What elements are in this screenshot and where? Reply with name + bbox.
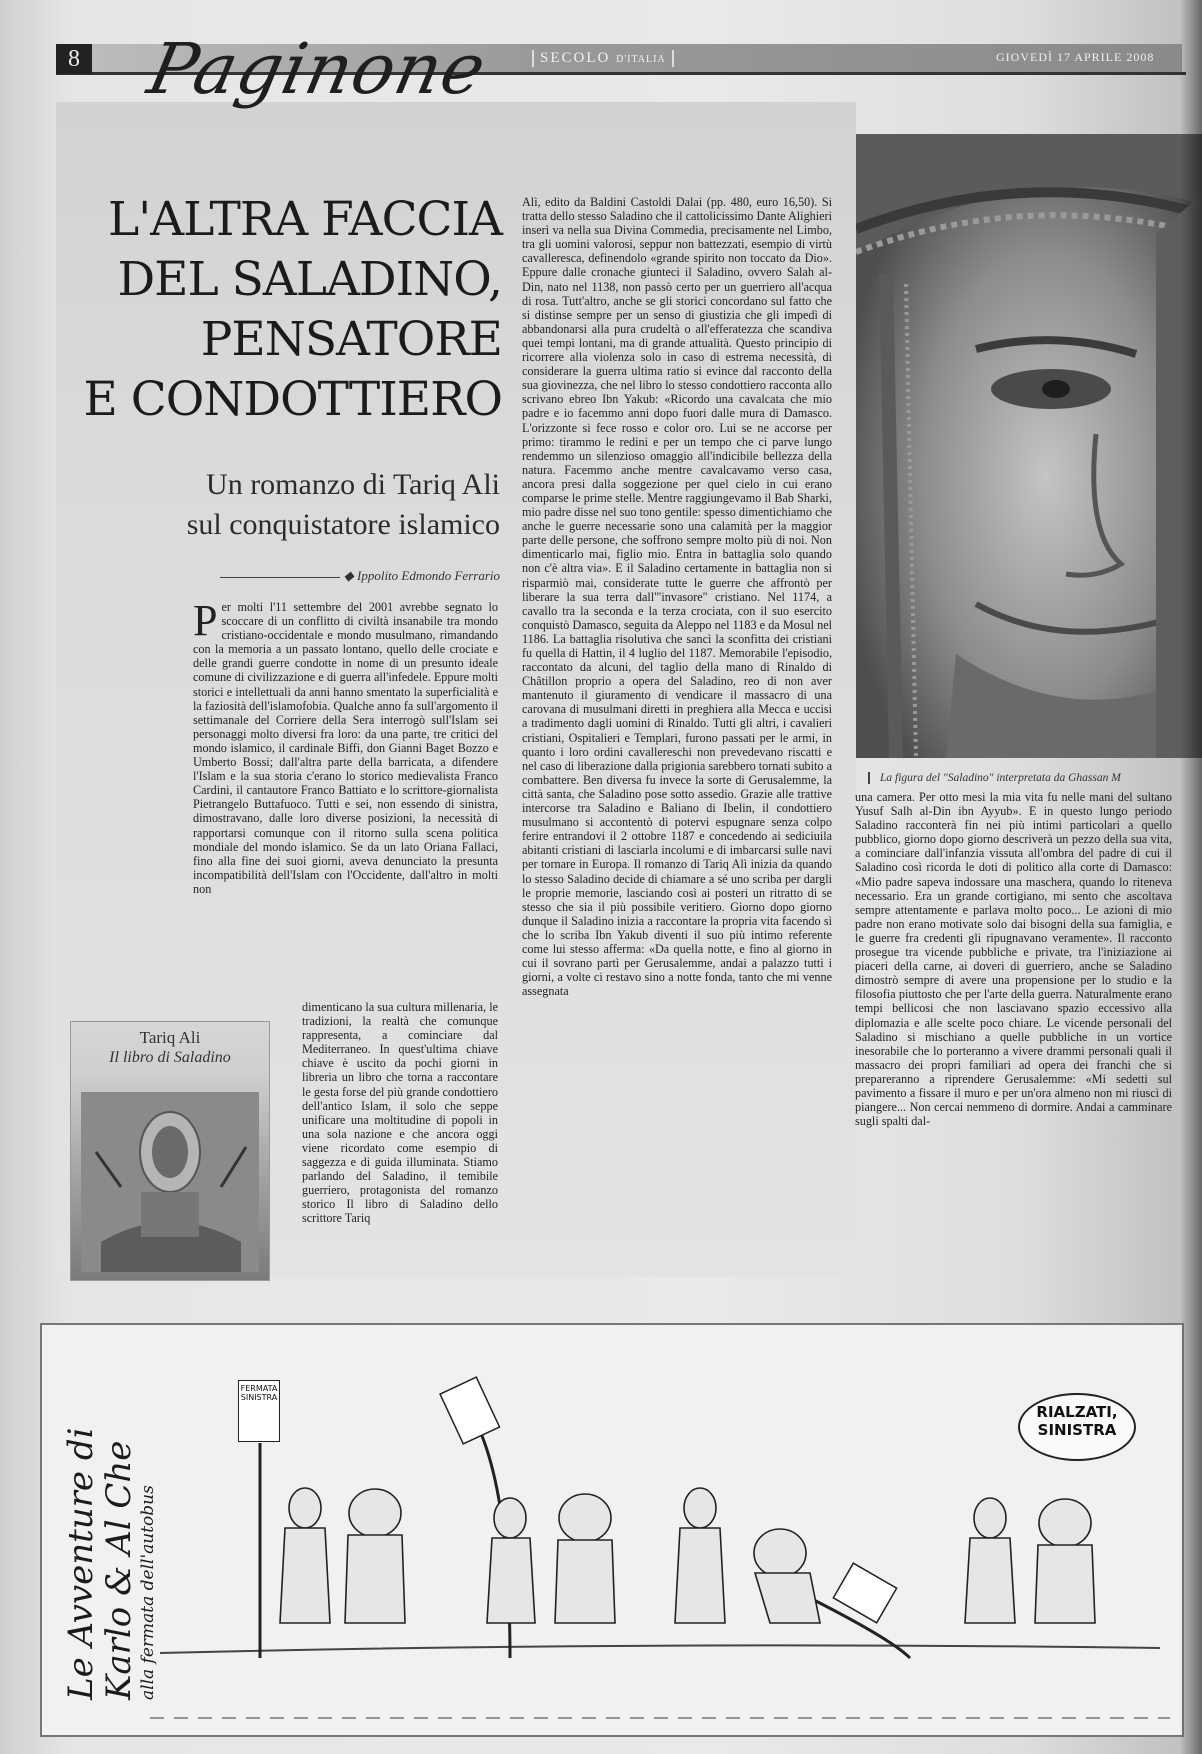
speech-line: SINISTRA — [1037, 1421, 1117, 1439]
bus-stop-sign: FERMATA SINISTRA — [238, 1380, 280, 1442]
newspaper-name-small: D'ITALIA — [616, 54, 666, 65]
column-text: una camera. Per otto mesi la mia vita fu nelle mani del sultano Yusuf Salh al-Din ibn Ayyub». E in questo lungo periodo Saladino racconterà fin nei più intimi particolari a quello pubblico, giorno dopo giorno descriverà un pezzo della sua vita, a cominciare dall'infanzia vissuta all'ombra del padre di cui il Saladino così ricorda le doti di politico alla corte di Damasco: «Mio padre sapeva indossare una maschera, quando lo riteneva necessario. Era un grande cortigiano, mi sento che ascoltava sempre attentamente e parlava molto poco... Le azioni di mio padre non erano motivate solo dai bisogni della sua famiglia, e le guerre fra credenti gli ripugnavano veramente». Il racconto prosegue tra vicende pubbliche e private, tra l'iniziazione ai piaceri della carne, ai doveri di guerriero, anche se Saladino dimostrò sempre di avere una propensione per lo studio e la filosofia piuttosto che per l'arte della guerra. Naturalmente erano tempi bellicosi che non lasciavano spazio eccessivo alla diplomazia e alle scelte poco chiare. Le vicende personali del Saladino si mischiano a quelle pubbliche in un vortice inesorabile che lo porteranno a vivere drammi personali quali il massacro dei propri familiari ad opera dei franchi che si prepareranno a riprendere Gerusalemme: «Mi sedetti sul pavimento a fissare il muro e per un'ora almeno non mi riuscì di piangere... Non cercai nemmeno di dormire. Andai a camminare sugli spalti dal- — [855, 790, 1172, 1129]
column-text: Alì, edito da Baldini Castoldi Dalai (pp. 480, euro 16,50). Si tratta dello stesso Saladino che il cattolicissimo Dante Alighieri inserì va nella sua Divina Commedia, precisamente nel Limbo, tra gli uomini valorosi, seppur non battezzati, esempio di virtù cavalleresca, definendolo «grande spirito non toccato da Dio». Eppure dalle cronache giunteci il Saladino, ovvero Salah al-Din, nato nel 1138, non passò certo per un guerriero all'acqua di rosa. Tutt'altro, anche se gli storici concordano sul fatto che si distinse sempre per un senso di giustizia che gli impedì di abbandonarsi alla pura crudeltà o all'efferatezza che scandiva quei tempi lontani, ma di grande attualità. Questo principio di ricorrere alla violenza solo in caso di estrema necessità, di considerare la guerra ultima ratio si evince dal racconto della sua giovinezza, che nel libro lo stesso condottiero racconta allo scrivano ebreo Ibn Yakub: «Ricordo una cavalcata che mio padre e io facemmo anni dopo fuori dalle mura di Damasco. L'orizzonte si fece rosso e color oro. Lui se ne accorse per primo: tirammo le redini e per un tempo che ci parve lungo rendemmo un silenzioso omaggio all'indicibile bellezza della natura. Facemmo anche mentre cavalcavamo verso casa, ancora presi dalla soggezione per quel cielo in cui erano comparse le prime stelle. Mentre raggiungevamo il Bab Sharki, mio padre disse nel suo tono gentile: spesso dimentichiamo che anche le guerre necessarie sono una calamità per la maggior parte delle persone, che soffrono sempre molto più di noi. Non dimenticarlo mai, figlio mio. Entra in battaglia solo quando non c'è altra via». E il Saladino certamente in battaglia non si risparmiò mai, considerate tutte le guerre che affrontò per liberare la sua terra dall'"invasore" cristiano. Nel 1174, a cavallo tra la seconda e la terza crociata, con il suo esercito conquistò Damasco, seguita da Aleppo nel 1183 e da Mosul nel 1186. La battaglia risolutiva che sancì la sconfitta dei cristiani fu quella di Hattin, il 4 luglio del 1187. Memorabile l'episodio, raccontato da alcuni, del taglio della mano di Rinaldo di Châtillon proprio a opera del Saladino, reo di non aver mantenuto il giuramento di vendicare il massacro di una carovana di musulmani diretti in preghiera alla Mecca e uccisi a tradimento dagli uomini di Rinaldo. Tutti gli altri, i cavalieri cristiani, Ospitalieri e Templari, furono passati per le armi, in quanto i loro ordini cavallereschi non prevedevano riscatti e nel caso di liberazione dalla prigionia sarebbero tornati subito a combattere. Ben diversa fu invece la sorte di Gerusalemme, la città santa, che Saladino pose sotto assedio. Grazie alle trattive intercorse tra Saladino e Baliano di Ibelin, il condottiero musulmano si accontentò di potervi espugnare senza colpo ferire entrandovi il 2 ottobre 1187 e concedendo ai sediciuila abitanti cristiani di lasciarla incolumi e di imbarcarsi sulle navi per tornare in Europa. Il romanzo di Tariq Alì inizia da quando lo stesso Saladino decide di chiamare a sé uno scriba per dargli le proprie memorie, lasciando così ai posteri un ritratto di se stesso che sia il più possibile veritiero. Giorno dopo giorno dunque il Saladino inizia a raccontare la propria vita facendo sì che lo scriba Ibn Yakub diventi il suo più intimo referente come lui stesso afferma: «Da quella notte, e fino al giorno in cui il sovrano partì per Gerusalemme, andai a palazzo tutti i giorni, a volte ci restavo sino a notte fonda, tanto che mi venne assegnata — [522, 195, 832, 999]
byline-rule — [220, 577, 340, 578]
cartoon-title-line: Le Avventure di — [61, 1427, 101, 1700]
speech-line: RIALZATI, — [1036, 1403, 1118, 1421]
article-column-1b — [302, 1000, 498, 1226]
headline-line: E CONDOTTIERO — [83, 372, 502, 427]
book-cover-illustration — [81, 1092, 259, 1272]
column-text: dimenticano la sua cultura millenaria, le tradizioni, la realtà che comunque rappresenta, a cominciare dal Mediterraneo. In quest'ultima chiave chiave è uscito da pochi giorni in libreria un libro che torna a raccontare le gesta forse del più grande condottiero dell'antico Islam, il solo che seppe unificare una moltitudine di popoli in una sola nazione e che ancora oggi viene ricordato come esempio di saggezza e di guida illuminata. Stiamo parlando del Saladino, il temibile guerriero, protagonista del romanzo storico Il libro di Saladino dello scrittore Tariq — [302, 1000, 498, 1226]
drop-cap: P — [193, 596, 218, 645]
speech-bubble — [1018, 1393, 1136, 1461]
article-column-3 — [855, 790, 1172, 1128]
page-number: 8 — [56, 44, 92, 74]
newspaper-name-main: SECOLO — [540, 50, 611, 66]
section-title: Paginone — [141, 28, 494, 110]
byline-author: Ippolito Edmondo Ferrario — [357, 568, 500, 583]
headline-line: DEL SALADINO, — [117, 252, 502, 307]
cartoon-figures — [280, 1488, 1095, 1623]
cartoon-subtitle: alla fermata dell'autobus — [138, 1485, 158, 1700]
article-column-1a — [193, 596, 498, 896]
subheadline — [100, 465, 500, 545]
book-author: Tariq Ali — [139, 1028, 201, 1047]
headline-line: PENSATORE — [200, 312, 502, 367]
saladino-photo — [856, 134, 1202, 758]
cartoon-title — [62, 1428, 158, 1701]
article-column-2 — [522, 195, 832, 998]
page-edge-shadow — [1180, 0, 1202, 1754]
cartoon-title-line: Karlo & Al Che — [99, 1440, 139, 1700]
newspaper-name — [532, 50, 674, 67]
book-title: Il libro di Saladino — [109, 1049, 231, 1066]
headline-line: L'ALTRA FACCIA — [108, 192, 502, 247]
column-text: er molti l'11 settembre del 2001 avrebbe segnato lo scoccare di un conflitto di civiltà insanabile tra mondo cristiano-occidentale e mondo musulmano, rimandando con la memoria a un passato lontano, quello delle crociate e delle grandi guerre condotte in nome di un presunto ideale comune di civilizzazione e di guerra all'infedele. Eppure molti storici e intellettuali da anni hanno smentato la superficialità e la faziosità dell'islamofobia. Qualche anno fa sull'argomento il settimanale del Corriere della Sera interrogò sull'Islam sei personaggi molto diversi fra loro: da una parte, tre critici del mondo islamico, il cardinale Biffi, don Gianni Baget Bozzo e Umberto Bossi; dall'altra parte della barricata, a difendere l'Islam e la sua storia c'erano lo storico medievalista Franco Cardini, il cantautore Franco Battiato e lo scrittore-giornalista Pietrangelo Buttafuoco. Tutti e sei, non essendo di sinistra, dimostravano, dalle loro diverse posizioni, la necessità di rapportarsi comunque con il ritorno sulla scena politica mondiale del mondo islamico. Se da un lato Oriana Fallaci, fino alla fine dei suoi giorni, aveva denunciato la presunta incompatibilità dell'Islam con l'Occidente, dall'altro in molti non — [193, 600, 498, 896]
book-cover-image — [70, 1021, 270, 1281]
byline: ◆ Ippolito Edmondo Ferrario — [195, 568, 500, 584]
issue-date: GIOVEDÌ 17 APRILE 2008 — [996, 50, 1155, 64]
subhead-line: Un romanzo di Tariq Ali — [206, 468, 500, 501]
headline — [64, 190, 502, 430]
actor-face-illustration — [856, 134, 1202, 758]
cartoon-drawing — [40, 1323, 1180, 1733]
photo-caption: La figura del "Saladino" interpretata da Ghassan M — [868, 772, 1202, 784]
subhead-line: sul conquistatore islamico — [186, 508, 500, 541]
